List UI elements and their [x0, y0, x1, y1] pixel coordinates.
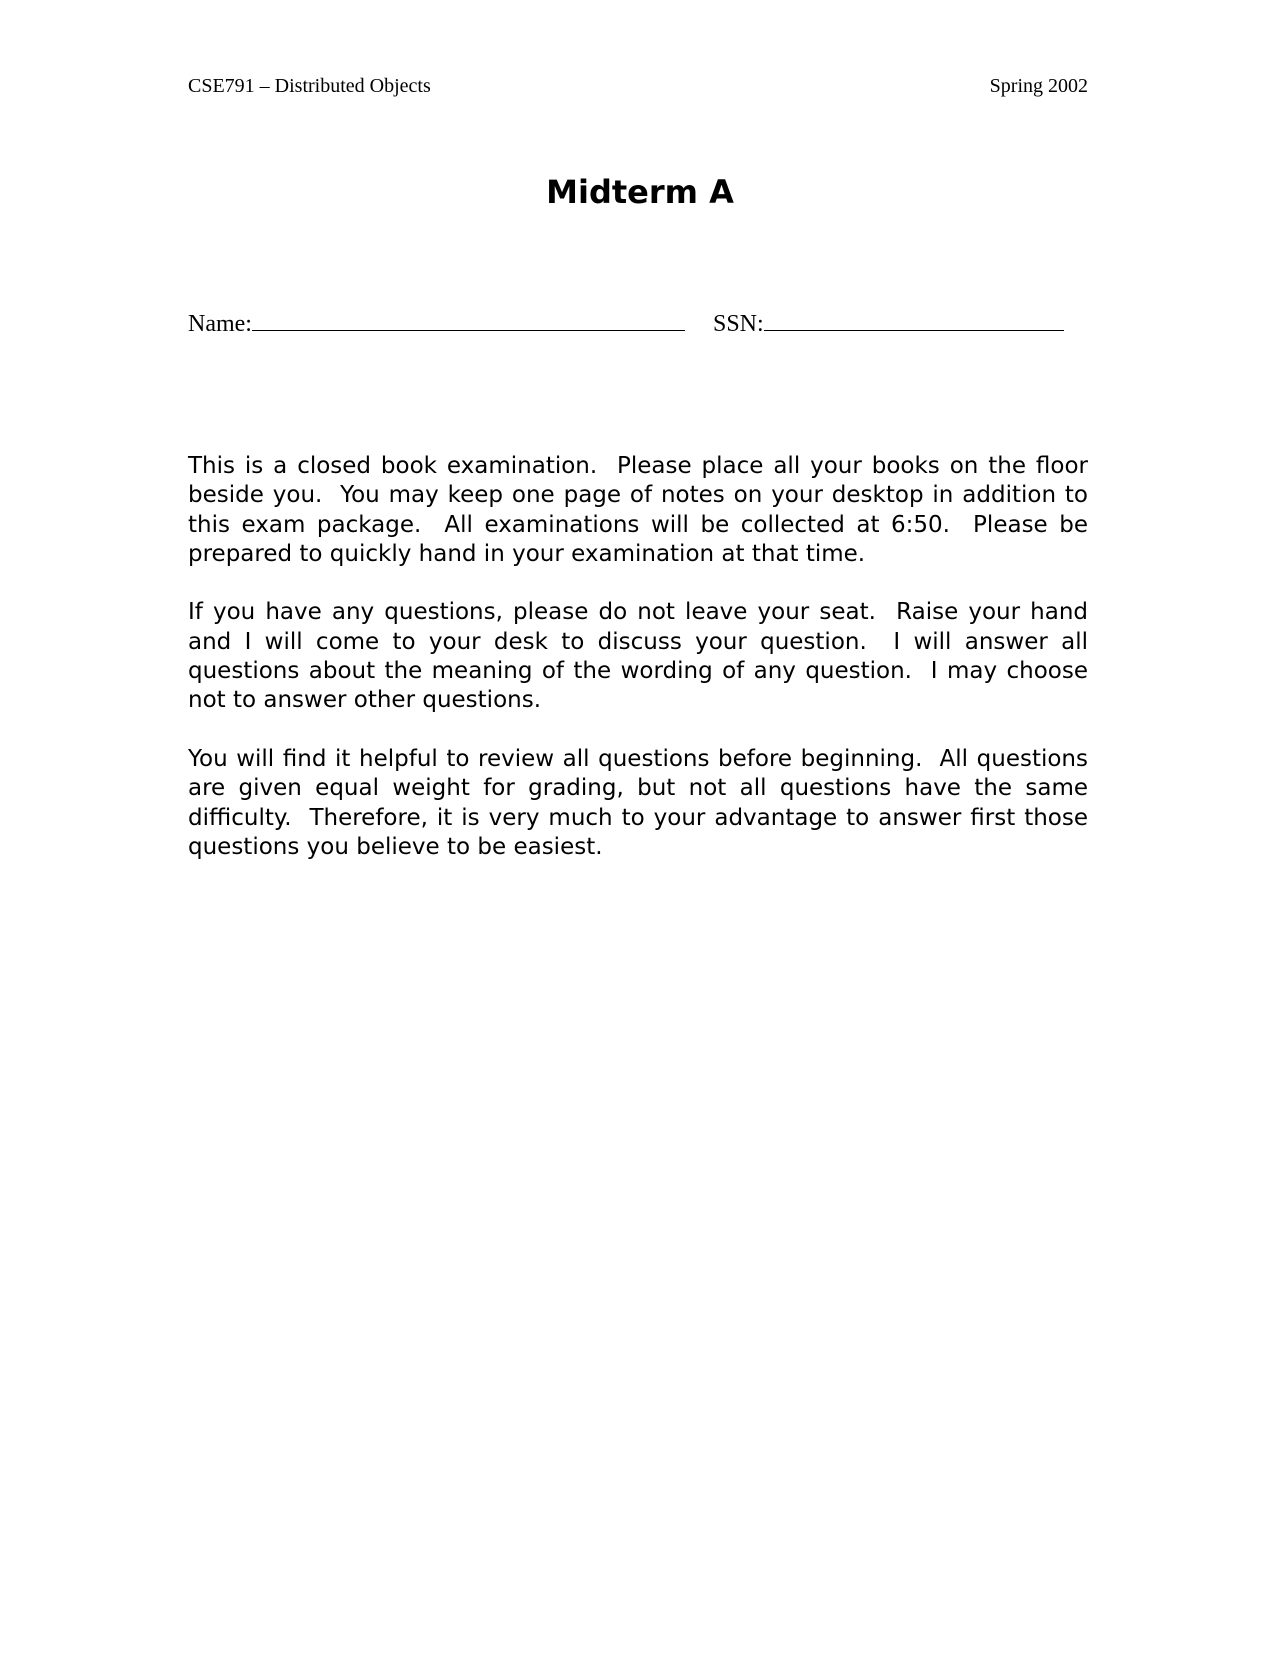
instruction-paragraph-questions: If you have any questions, please do not leave your seat. Raise your hand and I will come to your desk to discuss your question. I will answer all questions about the meaning of the wording of any question. I may choose not to answer other questions.	[188, 599, 1096, 714]
ssn-blank-line	[764, 308, 1064, 331]
instruction-paragraph-closed-book: This is a closed book examination. Please place all your books on the floor beside you. You may keep one page of notes on your desktop in addition to this exam package. All examinations will be collected at 6:50. Please be prepared to quickly hand in your examination at that time.	[188, 453, 1096, 567]
exam-instructions	[188, 452, 1096, 891]
ssn-label: SSN:	[712, 311, 764, 337]
page-title: Midterm A	[546, 173, 734, 211]
name-label: Name:	[188, 311, 252, 337]
course-header: CSE791 – Distributed Objects	[188, 75, 431, 97]
instruction-paragraph-strategy: You will find it helpful to review all questions before beginning. All questions are given equal weight for grading, but not all questions have the same difficulty. Therefore, it is very much to your advantage to answer first those questions you believe to be easiest.	[188, 745, 1096, 860]
term-header: Spring 2002	[989, 75, 1088, 97]
identity-fields	[188, 308, 1064, 338]
name-blank-line	[252, 308, 685, 331]
